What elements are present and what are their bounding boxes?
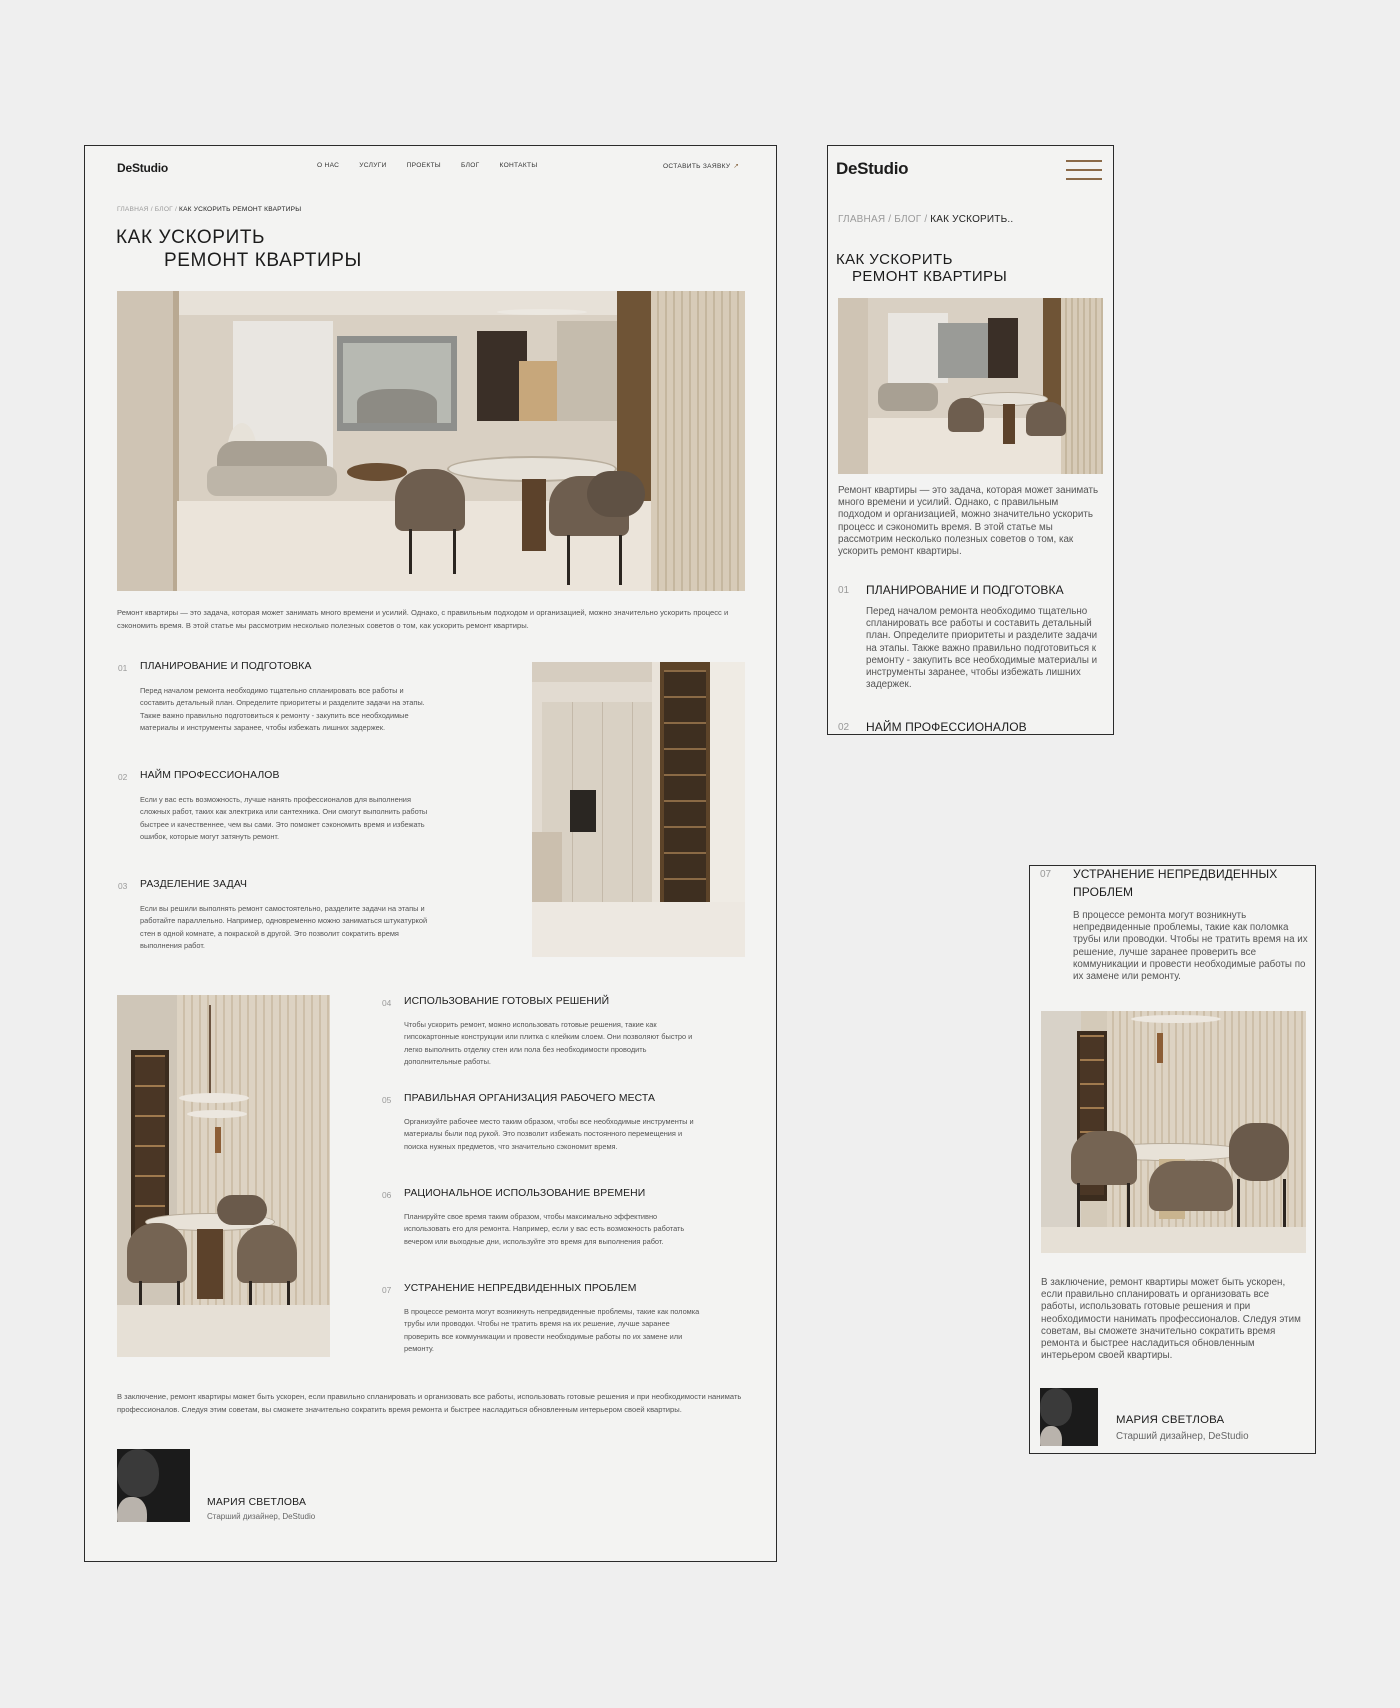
mobile-page-frame-bottom <box>1029 865 1316 1454</box>
section-title-line2: ПРОБЛЕМ <box>1073 885 1134 899</box>
author-avatar <box>1040 1388 1098 1446</box>
section-text: Перед началом ремонта необходимо тщательно спланировать все работы и составить детальный план. Определите приоритеты и разделите задачи на этапы. Также важно правильно подготовиться к ремонту - закупить все необходимые материалы и инструменты заранее, чтобы избежать лишних задержек. <box>866 606 1098 691</box>
mobile-page-frame-top <box>827 145 1114 735</box>
section-title: НАЙМ ПРОФЕССИОНАЛОВ <box>140 770 280 781</box>
nav-item-contacts[interactable]: КОНТАКТЫ <box>499 162 538 169</box>
section-title: НАЙМ ПРОФЕССИОНАЛОВ <box>866 720 1027 734</box>
section-text: В процессе ремонта могут возникнуть непредвиденные проблемы, такие как поломка трубы или проводки. Чтобы не тратить время на их решение, лучше заранее проверить все коммуникации и провести необходимые работы по их замене или ремонту. <box>404 1307 700 1354</box>
nav-item-blog[interactable]: БЛОГ <box>460 162 480 169</box>
section-title: РАЗДЕЛЕНИЕ ЗАДАЧ <box>140 879 248 890</box>
page-title-line2: РЕМОНТ КВАРТИРЫ <box>164 250 362 271</box>
nav-item-projects[interactable]: ПРОЕКТЫ <box>406 162 441 169</box>
breadcrumb-blog[interactable]: БЛОГ <box>154 206 173 213</box>
mobile-conclusion-paragraph: В заключение, ремонт квартиры может быть ускорен, если правильно спланировать и организовать все работы, использовать готовые решения и при необходимости нанимать профессионалов. Следуя этим советам, вы сможете значительно сократить время ремонта и быстрее насладиться обновленным интерьером своей квартиры. <box>1041 1277 1301 1362</box>
author-name: МАРИЯ СВЕТЛОВА <box>1116 1414 1225 1426</box>
section-text: Перед началом ремонта необходимо тщательно спланировать все работы и составить детальный план. Определите приоритеты и разделите задачи на этапы. Также важно правильно подготовиться к ремонту - закупить все необходимые материалы и инструменты заранее, чтобы избежать лишних задержек. <box>140 686 425 733</box>
author-avatar <box>117 1449 190 1522</box>
section-number: 04 <box>382 998 392 1008</box>
request-button-label: ОСТАВИТЬ ЗАЯВКУ <box>663 163 731 170</box>
author-name: МАРИЯ СВЕТЛОВА <box>207 1497 307 1508</box>
hero-image <box>117 291 745 591</box>
section-title: ИСПОЛЬЗОВАНИЕ ГОТОВЫХ РЕШЕНИЙ <box>404 996 610 1007</box>
breadcrumb-current: КАК УСКОРИТЬ РЕМОНТ КВАРТИРЫ <box>179 206 302 213</box>
mobile-logo[interactable]: DeStudio <box>836 159 909 178</box>
section-title: ПРАВИЛЬНАЯ ОРГАНИЗАЦИЯ РАБОЧЕГО МЕСТА <box>404 1093 656 1104</box>
section-text: Чтобы ускорить ремонт, можно использовать готовые решения, такие как гипсокартонные конструкции или плитка с клейким слоем. Они позволяют быстро и легко выполнить отделку стен или пола без необходимости проводить дополнительные работы. <box>404 1020 693 1067</box>
logo[interactable]: DeStudio <box>117 161 169 175</box>
breadcrumb-blog[interactable]: БЛОГ <box>894 214 922 225</box>
author-role: Старший дизайнер, DeStudio <box>1116 1431 1249 1442</box>
section-text: Организуйте рабочее место таким образом, чтобы все необходимые инструменты и материалы были под рукой. Это позволит избежать постоянного перемещения и поиска нужных предметов, что значительно сэкономит время. <box>404 1117 694 1151</box>
section-number: 03 <box>118 881 128 891</box>
mobile-breadcrumb: ГЛАВНАЯ / БЛОГ / КАК УСКОРИТЬ.. <box>838 214 1014 225</box>
author-role: Старший дизайнер, DeStudio <box>207 1512 316 1521</box>
section-text: Если у вас есть возможность, лучше нанять профессионалов для выполнения сложных работ, таких как электрика или сантехника. Они смогут выполнить работы быстрее и качественнее, чем вы сами. Это поможет сэкономить время и избежать ошибок, которые могут затянуть ремонт. <box>140 795 428 842</box>
section-text: В процессе ремонта могут возникнуть непредвиденные проблемы, такие как поломка трубы или проводки. Чтобы не тратить время на их решение, лучше заранее проверить все коммуникации и провести необходимые работы по их замене или ремонту. <box>1073 910 1308 983</box>
section-number: 01 <box>838 585 850 596</box>
page-title-line1: КАК УСКОРИТЬ <box>116 227 266 248</box>
nav-item-services[interactable]: УСЛУГИ <box>359 162 387 169</box>
section-title: РАЦИОНАЛЬНОЕ ИСПОЛЬЗОВАНИЕ ВРЕМЕНИ <box>404 1188 646 1199</box>
dining-image <box>117 995 330 1357</box>
mobile-dining-image <box>1041 1011 1306 1253</box>
section-number: 01 <box>118 663 128 673</box>
breadcrumb-home[interactable]: ГЛАВНАЯ <box>117 206 149 213</box>
arrow-up-right-icon: ↗ <box>733 163 740 170</box>
mobile-title-line2: РЕМОНТ КВАРТИРЫ <box>852 268 1008 285</box>
conclusion-paragraph: В заключение, ремонт квартиры может быть ускорен, если правильно спланировать и организовать все работы, использовать готовые решения и при необходимости нанимать профессионалов. Следуя этим советам, вы сможете значительно сократить время ремонта и быстрее насладиться обновленным интерьером своей квартиры. <box>117 1392 742 1414</box>
main-nav <box>317 162 537 169</box>
breadcrumb-current: КАК УСКОРИТЬ.. <box>930 214 1014 225</box>
section-title: УСТРАНЕНИЕ НЕПРЕДВИДЕННЫХ ПРОБЛЕМ <box>404 1283 637 1294</box>
desktop-page-frame <box>84 145 777 1562</box>
nav-item-about[interactable]: О НАС <box>317 162 340 169</box>
section-number: 02 <box>838 722 850 733</box>
mobile-intro-paragraph: Ремонт квартиры — это задача, которая может занимать много времени и усилий. Однако, с правильным подходом и организацией, можно значительно ускорить процесс и сэкономить время. В этой статье мы рассмотрим несколько полезных советов о том, как ускорить ремонт квартиры. <box>838 485 1099 558</box>
section-number: 07 <box>382 1285 392 1295</box>
breadcrumb: ГЛАВНАЯ / БЛОГ / КАК УСКОРИТЬ РЕМОНТ КВАРТИРЫ <box>117 206 302 213</box>
section-title: ПЛАНИРОВАНИЕ И ПОДГОТОВКА <box>140 661 312 672</box>
intro-paragraph: Ремонт квартиры — это задача, которая может занимать много времени и усилий. Однако, с правильным подходом и организацией, можно значительно ускорить процесс и сэкономить время. В этой статье мы рассмотрим несколько полезных советов о том, как ускорить ремонт квартиры. <box>117 608 729 630</box>
section-number: 02 <box>118 772 128 782</box>
section-number: 06 <box>382 1190 392 1200</box>
mobile-title-line1: КАК УСКОРИТЬ <box>836 251 953 268</box>
section-title-line1: УСТРАНЕНИЕ НЕПРЕДВИДЕННЫХ <box>1073 867 1278 881</box>
menu-icon[interactable] <box>1066 160 1102 180</box>
section-text: Если вы решили выполнять ремонт самостоятельно, разделите задачи на этапы и работайте параллельно. Например, одновременно можно заниматься штукатуркой стен в одной комнате, а покраской в другой. Это позволит сократить время выполнения работ. <box>140 904 428 951</box>
section-text: Планируйте свое время таким образом, чтобы максимально эффективно использовать его для ремонта. Например, если у вас есть возможность работать вечером или выходные дни, используйте это время для выполнения работ. <box>404 1212 685 1246</box>
kitchen-image <box>532 662 745 957</box>
section-number: 05 <box>382 1095 392 1105</box>
request-button[interactable] <box>663 162 739 170</box>
section-number: 07 <box>1040 869 1052 880</box>
section-title: ПЛАНИРОВАНИЕ И ПОДГОТОВКА <box>866 583 1064 597</box>
breadcrumb-home[interactable]: ГЛАВНАЯ <box>838 214 886 225</box>
mobile-hero-image <box>838 298 1103 474</box>
